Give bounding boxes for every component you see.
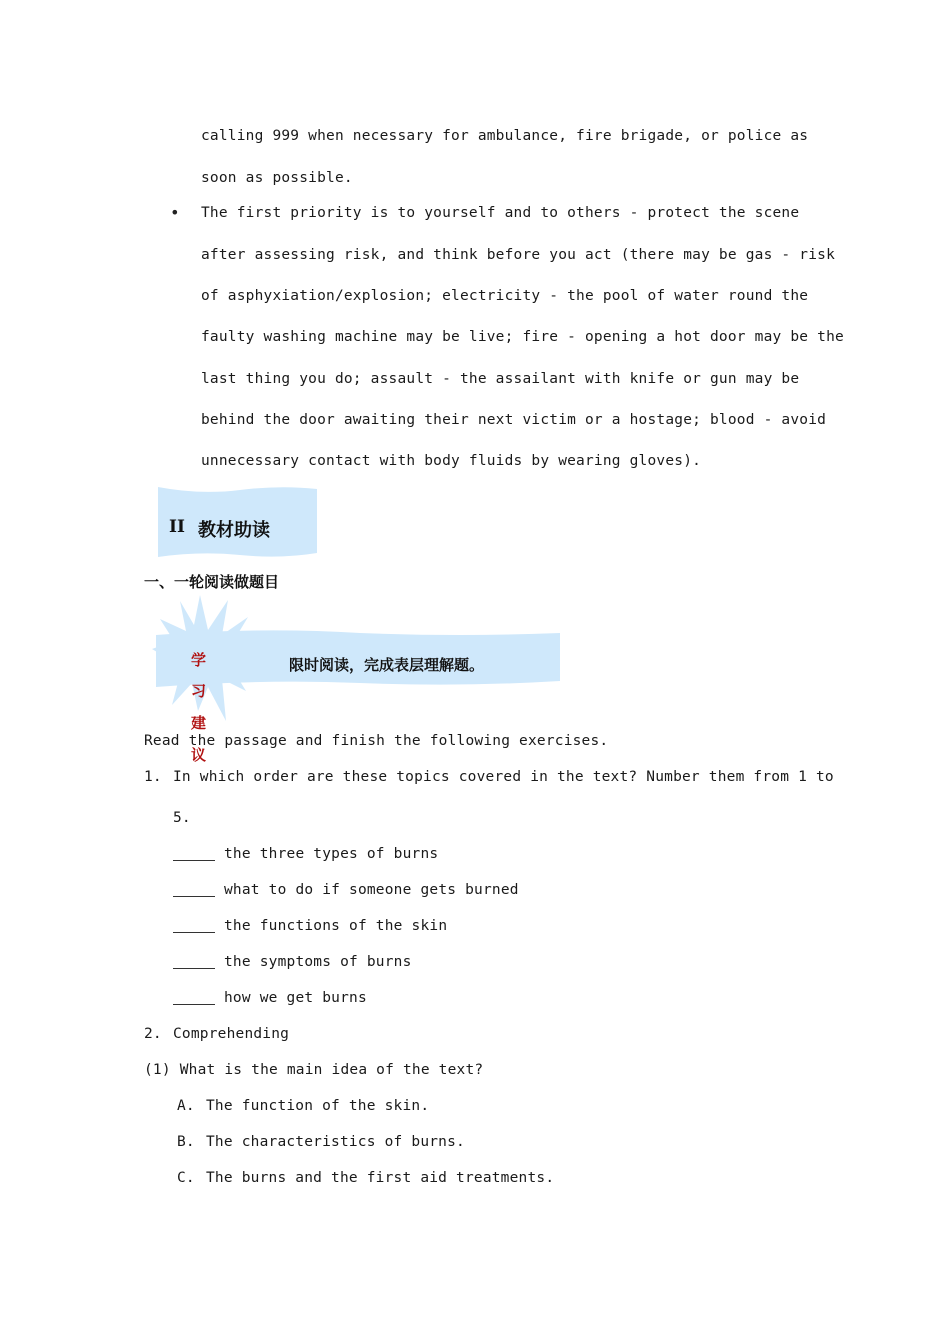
q1-item-text: the functions of the skin: [224, 918, 448, 934]
bullet-line-5: last thing you do; assault - the assailant with knife or gun may be: [201, 371, 800, 387]
section-title: 教材助读: [198, 520, 270, 541]
bullet-line-1: The first priority is to yourself and to others - protect the scene: [201, 205, 800, 221]
q1-text-line-2: 5.: [173, 810, 191, 826]
section-numeral: II: [169, 517, 185, 537]
q1-text-line-1: In which order are these topics covered in the text? Number them from 1 to: [173, 769, 834, 785]
bullet-icon: •: [170, 203, 180, 222]
study-tip-text: 限时阅读，完成表层理解题。: [289, 656, 485, 674]
intro-line-1: calling 999 when necessary for ambulance, fire brigade, or police as: [201, 128, 809, 144]
q1-item: [173, 882, 519, 898]
q1-item: [173, 954, 412, 970]
option-letter-b: B.: [177, 1134, 195, 1150]
q2-title: Comprehending: [173, 1026, 290, 1042]
answer-blank[interactable]: [173, 967, 215, 969]
q1-item-text: what to do if someone gets burned: [224, 882, 519, 898]
q1-number: 1.: [144, 769, 162, 785]
q1-item-text: the three types of burns: [224, 846, 439, 862]
q1-item: [173, 918, 447, 934]
bullet-line-3: of asphyxiation/explosion; electricity - the pool of water round the: [201, 288, 809, 304]
bullet-line-2: after assessing risk, and think before you act (there may be gas - risk: [201, 247, 836, 263]
option-text-c: The burns and the first aid treatments.: [206, 1170, 555, 1186]
study-tip-label-char-2: 习: [191, 682, 207, 700]
intro-line-2: soon as possible.: [201, 170, 353, 186]
option-text-b: The characteristics of burns.: [206, 1134, 465, 1150]
option-text-a: The function of the skin.: [206, 1098, 430, 1114]
q1-item-text: how we get burns: [224, 990, 367, 1006]
answer-blank[interactable]: [173, 859, 215, 861]
answer-blank[interactable]: [173, 895, 215, 897]
answer-blank[interactable]: [173, 1003, 215, 1005]
study-tip-label-char-1: 学: [191, 651, 207, 669]
q1-item: [173, 846, 438, 862]
q1-item: [173, 990, 367, 1006]
option-letter-a: A.: [177, 1098, 195, 1114]
bullet-line-6: behind the door awaiting their next victim or a hostage; blood - avoid: [201, 412, 827, 428]
answer-blank[interactable]: [173, 931, 215, 933]
instructions: Read the passage and finish the following exercises.: [144, 733, 609, 749]
q2-number: 2.: [144, 1026, 162, 1042]
bullet-line-7: unnecessary contact with body fluids by wearing gloves).: [201, 453, 702, 469]
q1-item-text: the symptoms of burns: [224, 954, 412, 970]
study-tip-label-char-3: 建: [191, 714, 207, 732]
bullet-line-4: faulty washing machine may be live; fire - opening a hot door may be the: [201, 329, 844, 345]
subsection-title: 一、一轮阅读做题目: [144, 573, 280, 591]
q2-sub1-question: (1) What is the main idea of the text?: [144, 1062, 484, 1078]
option-letter-c: C.: [177, 1170, 195, 1186]
study-tip-label-char-4: 议: [191, 746, 207, 764]
